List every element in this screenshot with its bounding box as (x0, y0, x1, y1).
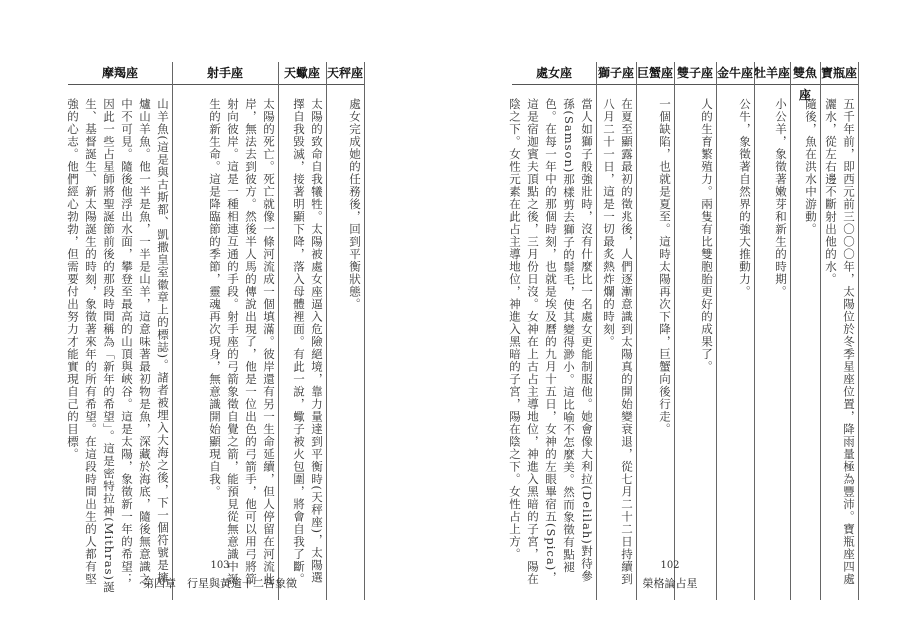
chapter-title: 第四章 行星與黃道十二宮象徵 (143, 577, 297, 590)
column-header: 雙魚座 (792, 66, 817, 102)
column-text: 太陽的致命自我犧牲。太陽被處女座逼入危險絕境，靠力量達到平衡時(天秤座)，太陽選擇自我毀滅，接著明顯下降，落入母體裡面。有此一說，蠍子被火包圍，將會自我了斷。 (292, 98, 324, 586)
right-column-table (508, 62, 858, 600)
column-cancer (636, 62, 675, 600)
column-text: 山羊魚(這是與古斯都、凱撒皇室徽章上的標誌)。諸者被埋入大海之後，下一個符號是擁爐山羊魚。他一半是魚，一半是山羊，這意味著最初物是魚，深藏於海底，隨後無意識之中不可見。隨後他浮出水面，攀登至最高的山頂與峽谷。這是太陽，象徵新一年的希望；因此一些占星師將聖誕節前後的那段時間稱為「新年的希望」。這是密特拉神(Mithras)誕生、基督誕生、新太陽誕生的時刻，象徵著來年的所有希望。在這段時間出生的人都有堅強的心志。他們經心勃勃，但需要付出努力才能實現自己的目標。 (66, 98, 170, 594)
column-pisces (790, 62, 821, 600)
page-number: 102 (660, 560, 680, 571)
column-virgo (508, 62, 597, 600)
right-page (450, 0, 900, 639)
column-text: 隨後，魚在洪水中游動。 (804, 98, 818, 236)
column-text: 小公羊，象徵著嫩芽和新生的時期。 (774, 98, 788, 298)
column-header: 射手座 (206, 66, 243, 80)
column-header: 處女座 (535, 66, 572, 80)
column-text: 公牛，象徵著自然界的強大推動力。 (738, 98, 752, 298)
column-header: 天蠍座 (283, 66, 320, 80)
column-header: 雙子座 (676, 66, 713, 80)
column-sagittarius (172, 62, 279, 600)
column-text: 在夏至顯露最初的徵兆後，人們逐漸意識到太陽真的開始變衰退，從七月二十二日持續到八月二十一日，這是一切最炙熱炸爛的時刻。 (602, 98, 634, 586)
column-text: 五千年前，即西元前三〇〇〇年，太陽位於冬季星座位置，降雨量極為豐沛。寶瓶座四處灑水，從左右邊不斷射出他的水。 (824, 98, 856, 586)
left-column-table (68, 62, 364, 600)
column-leo (596, 62, 637, 600)
column-text: 人的生育繁殖力。兩隻有比雙胞胎更好的成果了。 (700, 98, 714, 373)
column-text: 太陽的死亡。死亡就像一條河流成一個填滿。彼岸還有另一生命延續，但人停留在河流此岸，無法去到彼方。然後半人馬的傳說出現了，他是一位出色的弓箭手，他可以用弓將箭射向彼岸。這是一種相連互通的手段。射手座的弓箭象徵自覺之箭，能預見從無意識中誕生的新生命。這是降臨節的季節，靈魂再次現身，無意識開始顯現自我。 (208, 98, 276, 586)
left-footer (20, 560, 420, 591)
column-aries (754, 62, 791, 600)
column-header: 獅子座 (597, 66, 634, 80)
column-gemini (674, 62, 717, 600)
column-header: 牡羊座 (754, 66, 791, 80)
column-text: 一個缺陷，也就是夏至。這時太陽再次下降，巨蟹向後行走。 (658, 98, 672, 436)
page-number: 103 (210, 560, 230, 571)
column-header: 金牛座 (716, 66, 753, 80)
column-text: 處女完成她的任務後，回到平衡狀態。 (348, 98, 362, 311)
column-header: 巨蟹座 (636, 66, 673, 80)
column-header: 天秤座 (326, 66, 363, 80)
book-title: 榮格論占星 (642, 577, 698, 590)
column-header: 摩羯座 (101, 66, 138, 80)
column-capricorn (68, 62, 173, 600)
column-taurus (716, 62, 755, 600)
right-footer (470, 560, 870, 591)
column-libra (326, 62, 365, 600)
column-header: 寶瓶座 (820, 66, 857, 80)
column-aquarius (820, 62, 859, 600)
column-scorpio (278, 62, 327, 600)
column-text: 當人如獅子般強壯時，沒有什麼比一名處女更能制服他。她會像大利拉(Delilah)對待參孫(Samson)那樣剪去獅子的鬃毛，使其變得渺小。這比喻不怎麼美。然而象徵有點褪色。在每一年中的那個時刻，也就是埃及曆的九月十五日，女神的左眼畢宿五(Spica)，這是宿迦賓夫頂點之後，三月份日沒。女神在上古占主導地位，神進入黑暗的子宮，陽在陰之下。女性元素在此占主導地位，神進入黑暗的子宮，陽在陰之下。女性占上方。 (508, 98, 594, 586)
